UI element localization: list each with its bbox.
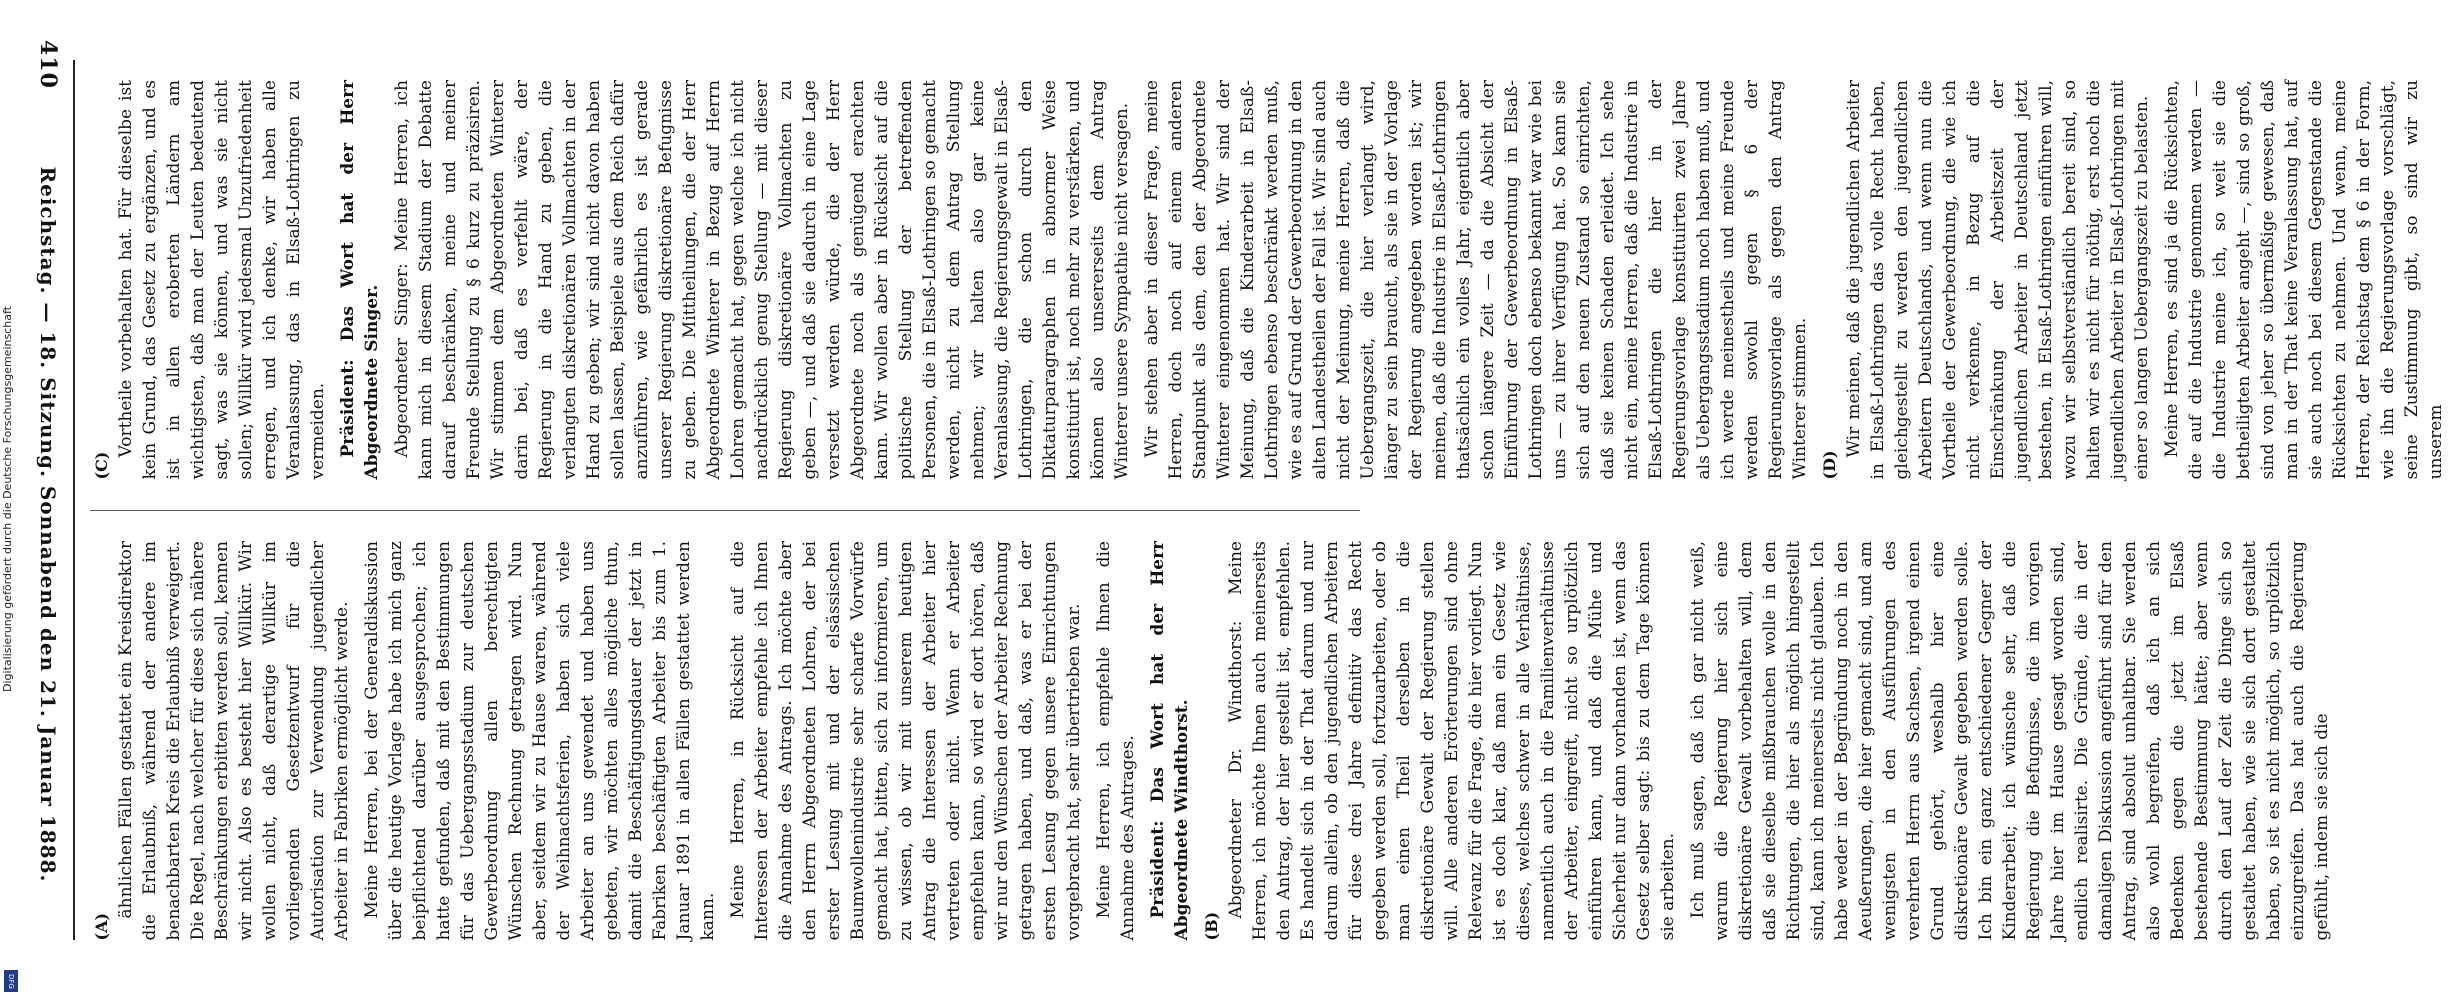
dfg-logo: DFG (4, 970, 18, 992)
digitization-note: Digitalisierung gefördert durch die Deutsche Forschungsgemeinschaft (1, 306, 14, 692)
text-columns (90, 80, 2446, 940)
margin-marker-d: (D) (1820, 450, 1839, 480)
page-header (28, 40, 68, 960)
page-title: Reichstag. — 18. Sitzung. Sonnabend den 21. Januar 1888. (36, 166, 60, 883)
margin-marker-c: (C) (92, 451, 111, 480)
paragraph: Meine Herren, in Rücksicht auf die Interessen der Arbeiter empfehle ich Ihnen die Annahme des Antrags. Ich möchte aber den Herrn Abgeordneten Lohren, der bei erster Lesung mit und der elsässischen Baumwollenindustrie sehr scharfe Vorwürfe gemacht hat, bitten, sich zu informieren, um zu wissen, ob wir mit unserem heutigen Antrag die Interessen der Arbeiter hier vertreten oder nicht. Wenn er Arbeiter empfehlen kann, so wird er dort hören, daß wir nur den Wünschen der Arbeiter Rechnung getragen haben, und daß, was er bei der ersten Lesung gegen unsere Einrichtungen vorgebracht hat, sehr übertrieben war. (728, 540, 1084, 940)
speaker-line: Präsident: Das Wort hat der Herr Abgeordnete Windthorst. (1148, 540, 1192, 940)
paragraph: Meine Herren, bei der Generaldiskussion über die heutige Vorlage habe ich mich ganz beipflichtend darüber ausgesprochen; ich hatte gefunden, daß mit den Bestimmungen für das Uebergangsstadium zur deutschen Gewerbeordnung allen berechtigten Wünschen Rechnung getragen wird. Nun aber, seitdem wir zu Hause waren, während der Weihnachtsferien, haben sich viele Arbeiter an uns gewendet und haben uns gebeten, wir möchten alles mögliche thun, damit die Beschäftigungsdauer der jetzt in Fabriken beschäftigten Arbeiter bis zum 1. Januar 1891 in allen Fällen gestattet werden kann. (362, 540, 718, 940)
paragraph: ähnlichen Fällen gestattet ein Kreisdirektor die Erlaubniß, während der andere im benachbarten Kreis die Erlaubniß verweigert. Die Regel, nach welcher für diese sich nähere Beschränkungen erbitten werden soll, kennen wir nicht. Also es besteht hier Willkür. Wir wollen nicht, daß derartige Willkür im vorliegenden Gesetzentwurf für die Autorisation zur Verwendung jugendlicher Arbeiter in Fabriken ermöglicht werde. (116, 540, 352, 940)
paragraph: Wir stehen aber in dieser Frage, meine Herren, doch noch auf einem anderen Standpunkt als dem, den der Abgeordnete Winterer eingenommen hat. Wir sind der Meinung, daß die Kinderarbeit in Elsaß-Lothringen ebenso beschränkt werden muß, wie es auf Grund der Gewerbeordnung in den alten Landestheilen der Fall ist. Wir sind auch nicht der Meinung, meine Herren, daß die Uebergangszeit, die hier verlangt wird, länger zu sein braucht, als sie in der Vorlage der Regierung angegeben worden ist; wir meinen, daß die Industrie in Elsaß-Lothringen thatsächlich ein volles Jahr, eigentlich aber schon längere Zeit — da die Absicht der Einführung der Gewerbeordnung in Elsaß-Lothringen doch ebenso bekannt war wie bei uns — zu ihrer Verfügung hat. So kann sie sich auf den neuen Zustand so einrichten, daß sie keinen Schaden erleidet. Ich sehe nicht ein, meine Herren, daß die Industrie in Elsaß-Lothringen die hier in der Regierungsvorlage konstituirten zwei Jahre als Uebergangsstadium noch haben muß, und ich werde meinestheils und meine Freunde werden sowohl gegen § 6 der Regierungsvorlage als gegen den Antrag Winterer stimmen. (1142, 80, 1810, 480)
paragraph: Wir meinen, daß die jugendlichen Arbeiter in Elsaß-Lothringen das volle Recht haben, gleichgestellt zu werden den jugendlichen Arbeitern Deutschlands, und wenn nun die Vortheile der Gewerbeordnung, die wie ich nicht verkenne, in Bezug auf die Einschränkung der Arbeitszeit der jugendlichen Arbeiter in Deutschland jetzt bestehen, in Elsaß-Lothringen einführen will, wozu wir selbstverständlich bereit sind, so halten wir es nicht für nöthig, erst noch die jugendlichen Arbeiter in Elsaß-Lothringen mit einer so langen Uebergangszeit zu belasten. (1844, 80, 2152, 480)
margin-marker-a: (A) (92, 912, 111, 940)
paragraph: Abgeordneter Singer: Meine Herren, ich kann mich in diesem Stadium der Debatte darauf beschränken, meine und meiner Freunde Stellung zu § 6 kurz zu präzisiren. Wir stimmen dem Abgeordneten Winterer darin bei, daß es verfehlt wäre, der Regierung in die Hand zu geben, die verlangten diskretionären Vollmachten in der Hand zu geben; wir sind nicht davon haben sollen lassen, Beispiele aus dem Reich dafür anzuführen, wie gefährlich es ist gerade unserer Regierung diskretionäre Befugnisse zu geben. Die Mittheilungen, die der Herr Abgeordnete Winterer in Bezug auf Herrn Lohren gemacht hat, gegen welche ich nicht nachdrücklich genug Stellung — mit dieser Regierung diskretionäre Vollmachten zu geben —, und daß sie dadurch in eine Lage versetzt werden würde, die der Herr Abgeordnete noch als genügend erachten kann. Wir wollen aber in Rücksicht auf die politische Stellung der betreffenden Personen, die in Elsaß-Lothringen so gemacht werden, nicht zu dem Antrag Stellung nehmen; wir halten also gar keine Veranlassung, die Regierungsgewalt in Elsaß-Lothringen, die schon durch den Diktaturparagraphen in abnormer Weise konstituirt ist, noch mehr zu verstärken, und können also unsererseits dem Antrag Winterer unsere Sympathie nicht versagen. (392, 80, 1132, 480)
digitization-strip (0, 0, 22, 1000)
paragraph: Meine Herren, es sind ja die Rücksichten, die auf die Industrie genommen werden — die Industrie meine ich, so weit sie die betheiligten Arbeiter angeht —, sind so groß, sind von jeher so übermäßige gewesen, daß man in der That keine Veranlassung hat, auf sie auch noch bei diesem Gegenstande die Rücksichten zu nehmen. Und wenn, meine Herren, der Reichstag dem § 6 in der Form, wie ihn die Regierungsvorlage vorschlägt, seine Zustimmung gibt, so sind wir zu unserem (2162, 80, 2446, 480)
column-divider (90, 510, 1360, 511)
paragraph: Ich muß sagen, daß ich gar nicht weiß, warum die Regierung hier sich eine diskretionäre Gewalt vorbehalten will, dem daß sie dieselbe mißbrauchen wolle in den Richtungen, die hier als möglich hingestellt sind, kann ich meinerseits nicht glauben. Ich habe weder in der Begründung noch in den Aeußerungen, die hier gemacht sind, und am wenigsten in den Ausführungen des verehrten Herrn aus Sachsen, irgend einen Grund gehört, weshalb hier eine diskretionäre Gewalt gegeben werden solle. Ich bin ein ganz entschiedener Gegner der Kinderarbeit; ich wünsche sehr, daß die Regierung die Befugnisse, die im vorigen Jahre hier im Hause gesagt worden sind, endlich realisirte. Die Gründe, die in der damaligen Diskussion angeführt sind für den Antrag, sind absolut unhaltbar. Sie werden also wohl begreifen, daß ich an sich Bedenken gegen die jetzt im Elsaß bestehende Bestimmung hätte; aber wenn durch den Lauf der Zeit die Dinge sich so gestaltet haben, wie sie sich dort gestaltet haben, so ist es nicht möglich, so urplötzlich einzugreifen. Das hat auch die Regierung gefühlt, indem sie sich die (1688, 540, 2332, 940)
paragraph: Abgeordneter Dr. Windthorst: Meine Herren, ich möchte Ihnen auch meinerseits den Antrag, der hier gestellt ist, empfehlen. Es handelt sich in der That darum und nur darum allein, ob den jugendlichen Arbeitern für diese drei Jahre definitiv das Recht gegeben werden soll, fortzuarbeiten, oder ob man einen Theil derselben in die diskretionäre Gewalt der Regierung stellen will. Alle anderen Erörterungen sind ohne Relevanz für die Frage, die hier vorliegt. Nun ist es doch klar, daß man ein Gesetz wie dieses, welches schwer in alle Verhältnisse, namentlich auch in die Familienverhältnisse der Arbeiter, eingreift, nicht so urplötzlich einführen kann, und daß die Mühe und Sicherheit nur dann vorhanden ist, wenn das Gesetz selber sagt: bis zu dem Tage können sie arbeiten. (1226, 540, 1678, 940)
page-number: 410 (35, 40, 61, 89)
speaker-line: Präsident: Das Wort hat der Herr Abgeordnete Singer. (338, 80, 382, 480)
column-right (90, 80, 2446, 480)
margin-marker-b: (B) (1202, 911, 1221, 940)
column-left (90, 540, 2332, 941)
paragraph: Vortheile vorbehalten hat. Für dieselbe ist kein Grund, das Gesetz zu ergänzen, und es ist in allen eroberten Ländern am wichtigsten, daß man der Leuten bedeutend sagt, was sie können, und was sie nicht sollen; Willkür wird jedesmal Unzufriedenheit erregen, und ich denke, wir haben alle Veranlassung, das in Elsaß-Lothringen zu vermeiden. (116, 80, 328, 480)
header-rule (73, 60, 75, 940)
paragraph: Meine Herren, ich empfehle Ihnen die Annahme des Antrages. (1094, 540, 1138, 940)
